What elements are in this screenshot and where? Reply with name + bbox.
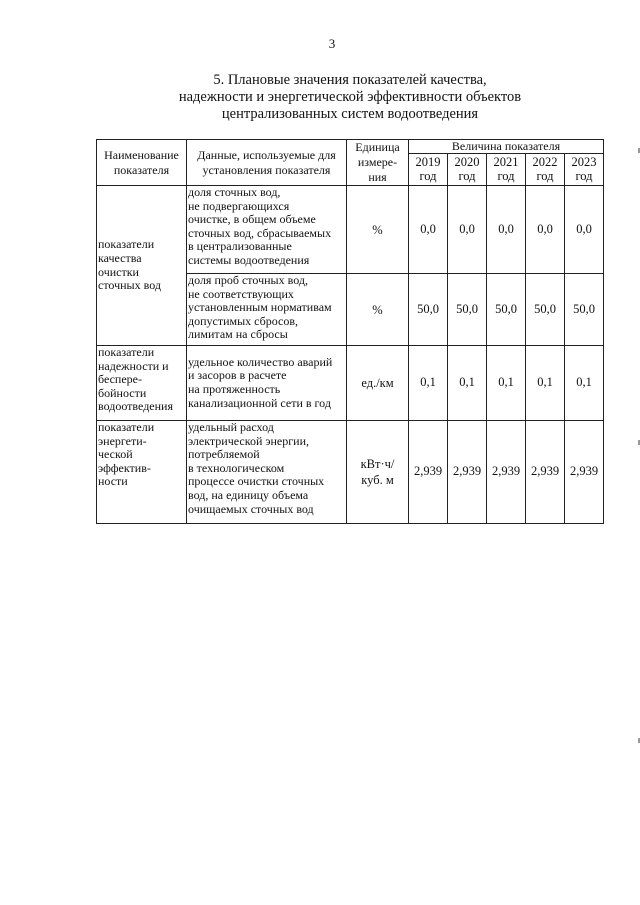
value-cell: 0,1 <box>448 346 487 421</box>
header-row <box>97 140 604 154</box>
table-row <box>97 346 604 421</box>
indicator-data: доля сточных вод, не подвергающихся очистке, в общем объеме сточных вод, сбрасываемых в централизованные системы водоотведения <box>187 186 347 274</box>
indicator-data: удельный расход электрической энергии, потребляемой в технологическом процессе очистки сточных вод, на единицу объема очищаемых сточных вод <box>187 421 347 524</box>
header-name: Наименование показателя <box>97 140 187 186</box>
indicator-data: доля проб сточных вод, не соответствующих установленным нормативам допустимых сбросов, лимитам на сбросы <box>187 274 347 346</box>
value-cell: 2,939 <box>526 421 565 524</box>
header-unit-line: ния <box>368 170 387 184</box>
value-cell: 50,0 <box>487 274 526 346</box>
indicator-data: удельное количество аварий и засоров в расчете на протяженность канализационной сети в год <box>187 346 347 421</box>
value-cell: 0,0 <box>409 186 448 274</box>
value-cell: 50,0 <box>448 274 487 346</box>
value-cell: 0,0 <box>487 186 526 274</box>
value-cell: 50,0 <box>409 274 448 346</box>
indicator-unit: % <box>347 186 409 274</box>
header-data: Данные, используемые для установления показателя <box>187 140 347 186</box>
value-cell: 0,0 <box>448 186 487 274</box>
indicator-name: показатели энергети- ческой эффектив- ности <box>97 421 187 524</box>
value-cell: 0,0 <box>565 186 604 274</box>
indicators-table <box>96 139 604 524</box>
header-year: 2022 год <box>526 154 565 186</box>
title-line: централизованных систем водоотведения <box>221 106 479 122</box>
value-cell: 50,0 <box>526 274 565 346</box>
indicator-name: показатели надежности и беспере- бойности водоотведения <box>97 346 187 421</box>
value-cell: 0,1 <box>565 346 604 421</box>
header-unit-line: Единица <box>355 140 400 154</box>
value-cell: 0,0 <box>526 186 565 274</box>
value-cell: 0,1 <box>487 346 526 421</box>
header-year: 2020 год <box>448 154 487 186</box>
indicator-name: показатели качества очистки сточных вод <box>97 186 187 346</box>
value-cell: 2,939 <box>409 421 448 524</box>
value-cell: 50,0 <box>565 274 604 346</box>
title-line: 5. Плановые значения показателей качества, <box>213 72 487 88</box>
indicator-unit: % <box>347 274 409 346</box>
header-year: 2021 год <box>487 154 526 186</box>
title-line: надежности и энергетической эффективности объектов <box>178 89 522 105</box>
header-value-group: Величина показателя <box>409 140 604 154</box>
header-year: 2019 год <box>409 154 448 186</box>
indicator-unit: кВт·ч/ куб. м <box>347 421 409 524</box>
table-row <box>97 186 604 274</box>
value-cell: 2,939 <box>487 421 526 524</box>
header-unit <box>347 140 409 186</box>
page-number: 3 <box>328 36 336 51</box>
value-cell: 0,1 <box>409 346 448 421</box>
header-year: 2023 год <box>565 154 604 186</box>
header-unit-line: измере- <box>357 155 398 169</box>
table-row <box>97 421 604 524</box>
value-cell: 2,939 <box>565 421 604 524</box>
value-cell: 2,939 <box>448 421 487 524</box>
section-title <box>96 72 604 123</box>
value-cell: 0,1 <box>526 346 565 421</box>
indicator-unit: ед./км <box>347 346 409 421</box>
